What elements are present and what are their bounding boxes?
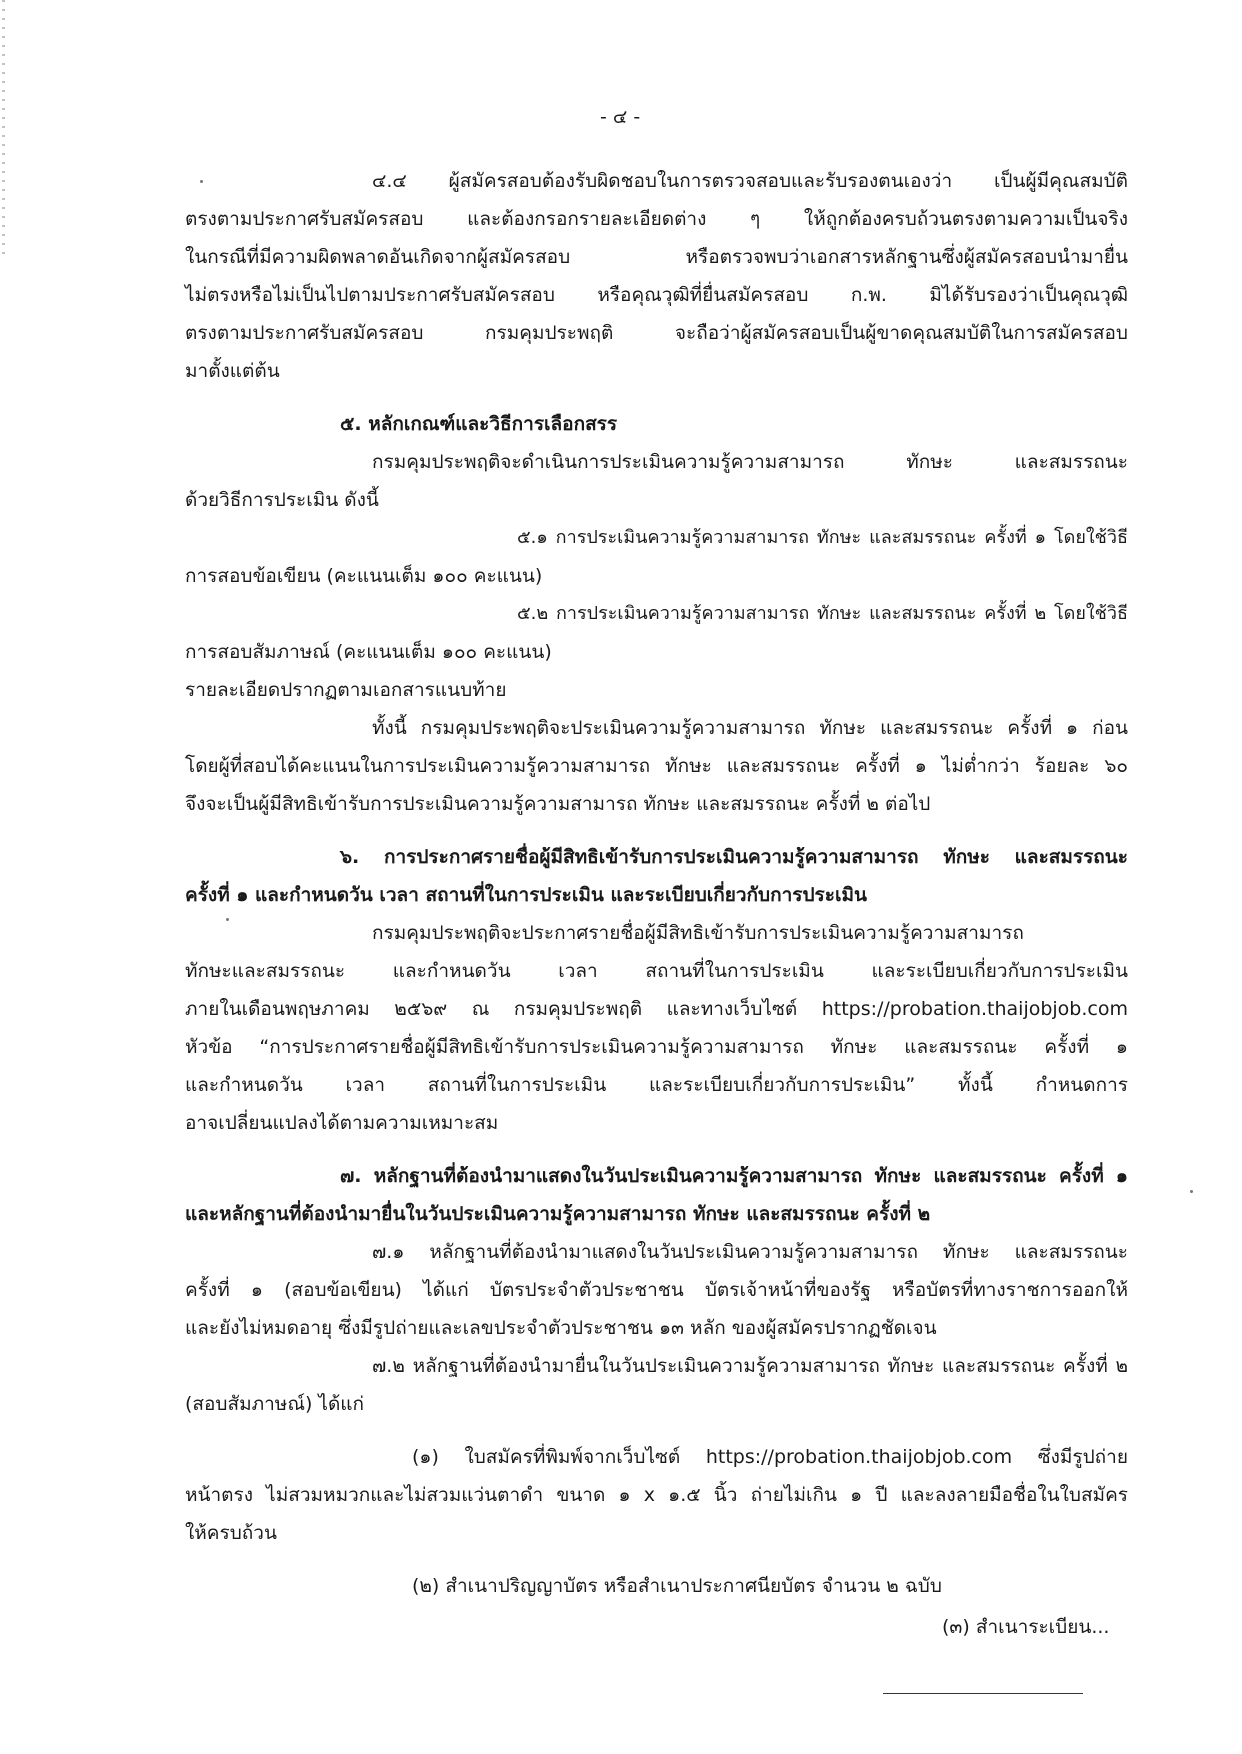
text-line: ๗.๑ หลักฐานที่ต้องนำมาแสดงในวันประเมินความรู้ความสามารถ ทักษะ และสมรรถนะ xyxy=(372,1241,1128,1263)
continuation-text: (๓) สำเนาระเบียน... xyxy=(942,1616,1110,1638)
section-heading: ครั้งที่ ๑ และกำหนดวัน เวลา สถานที่ในการประเมิน และระเบียบเกี่ยวกับการประเมิน xyxy=(185,884,867,906)
text-line: ตรงตามประกาศรับสมัครสอบ กรมคุมประพฤติ จะถือว่าผู้สมัครสอบเป็นผู้ขาดคุณสมบัติในการสมัครสอบ xyxy=(185,322,1128,344)
page-number: - ๔ - xyxy=(600,106,641,128)
text-line: กรมคุมประพฤติจะประกาศรายชื่อผู้มีสิทธิเข้ารับการประเมินความรู้ความสามารถ xyxy=(372,922,1024,944)
text-line: หน้าตรง ไม่สวมหมวกและไม่สวมแว่นตาดำ ขนาด ๑ x ๑.๕ นิ้ว ถ่ายไม่เกิน ๑ ปี และลงลายมือชื่อในใบสมัคร xyxy=(185,1484,1128,1506)
text-line: รายละเอียดปรากฏตามเอกสารแนบท้าย xyxy=(185,679,507,701)
text-line: จึงจะเป็นผู้มีสิทธิเข้ารับการประเมินความรู้ความสามารถ ทักษะ และสมรรถนะ ครั้งที่ ๒ ต่อไป xyxy=(185,793,931,815)
section-heading: ๗. หลักฐานที่ต้องนำมาแสดงในวันประเมินความรู้ความสามารถ ทักษะ และสมรรถนะ ครั้งที่ ๑ xyxy=(340,1165,1128,1187)
text-line: มาตั้งแต่ต้น xyxy=(185,360,280,382)
section-heading: ๖. การประกาศรายชื่อผู้มีสิทธิเข้ารับการประเมินความรู้ความสามารถ ทักษะ และสมรรถนะ xyxy=(340,846,1128,868)
text-line: ๕.๑ การประเมินความรู้ความสามารถ ทักษะ และสมรรถนะ ครั้งที่ ๑ โดยใช้วิธี xyxy=(517,527,1128,548)
text-line: ในกรณีที่มีความผิดพลาดอันเกิดจากผู้สมัครสอบ หรือตรวจพบว่าเอกสารหลักฐานซึ่งผู้สมัครสอบนำมายื่น xyxy=(185,246,1128,268)
text-line: กรมคุมประพฤติจะดำเนินการประเมินความรู้ความสามารถ ทักษะ และสมรรถนะ xyxy=(372,451,1128,473)
text-line: ๔.๔ ผู้สมัครสอบต้องรับผิดชอบในการตรวจสอบและรับรองตนเองว่า เป็นผู้มีคุณสมบัติ xyxy=(372,170,1128,192)
text-line: ๗.๒ หลักฐานที่ต้องนำมายื่นในวันประเมินความรู้ความสามารถ ทักษะ และสมรรถนะ ครั้งที่ ๒ xyxy=(372,1355,1128,1377)
text-line: (สอบสัมภาษณ์) ได้แก่ xyxy=(185,1393,365,1415)
text-line: ทักษะและสมรรถนะ และกำหนดวัน เวลา สถานที่ในการประเมิน และระเบียบเกี่ยวกับการประเมิน xyxy=(185,960,1128,982)
scan-speck xyxy=(1190,1190,1193,1193)
text-line: ภายในเดือนพฤษภาคม ๒๕๖๙ ณ กรมคุมประพฤติ และทางเว็บไซต์ https://probation.thaijobjob.com xyxy=(185,998,1128,1020)
text-line: ให้ครบถ้วน xyxy=(185,1522,277,1544)
text-line: (๑) ใบสมัครที่พิมพ์จากเว็บไซต์ https://probation.thaijobjob.com ซึ่งมีรูปถ่าย xyxy=(412,1446,1128,1468)
text-line: โดยผู้ที่สอบได้คะแนนในการประเมินความรู้ความสามารถ ทักษะ และสมรรถนะ ครั้งที่ ๑ ไม่ต่ำกว่า ร้อยละ ๖๐ xyxy=(185,755,1128,777)
section-heading: และหลักฐานที่ต้องนำมายื่นในวันประเมินความรู้ความสามารถ ทักษะ และสมรรถนะ ครั้งที่ ๒ xyxy=(185,1203,931,1225)
text-line: การสอบข้อเขียน (คะแนนเต็ม ๑๐๐ คะแนน) xyxy=(185,565,543,587)
text-line: ครั้งที่ ๑ (สอบข้อเขียน) ได้แก่ บัตรประจำตัวประชาชน บัตรเจ้าหน้าที่ของรัฐ หรือบัตรที่ทางราชการออกให้ xyxy=(185,1279,1128,1301)
section-heading: ๕. หลักเกณฑ์และวิธีการเลือกสรร xyxy=(340,413,618,435)
text-line: ๕.๒ การประเมินความรู้ความสามารถ ทักษะ และสมรรถนะ ครั้งที่ ๒ โดยใช้วิธี xyxy=(517,603,1128,624)
text-line: และกำหนดวัน เวลา สถานที่ในการประเมิน และระเบียบเกี่ยวกับการประเมิน” ทั้งนี้ กำหนดการ xyxy=(185,1074,1128,1096)
scan-speck xyxy=(226,918,229,921)
scan-edge-marks xyxy=(2,0,5,260)
text-line: ตรงตามประกาศรับสมัครสอบ และต้องกรอกรายละเอียดต่าง ๆ ให้ถูกต้องครบถ้วนตรงตามความเป็นจริง xyxy=(185,208,1128,230)
text-line: (๒) สำเนาปริญญาบัตร หรือสำเนาประกาศนียบัตร จำนวน ๒ ฉบับ xyxy=(412,1575,942,1597)
text-line: ทั้งนี้ กรมคุมประพฤติจะประเมินความรู้ความสามารถ ทักษะ และสมรรถนะ ครั้งที่ ๑ ก่อน xyxy=(372,717,1128,739)
text-line: การสอบสัมภาษณ์ (คะแนนเต็ม ๑๐๐ คะแนน) xyxy=(185,641,552,663)
scan-speck xyxy=(200,180,203,183)
text-line: ไม่ตรงหรือไม่เป็นไปตามประกาศรับสมัครสอบ หรือคุณวุฒิที่ยื่นสมัครสอบ ก.พ. มิได้รับรองว่าเป็นคุณวุฒิ xyxy=(185,284,1128,306)
text-line: ด้วยวิธีการประเมิน ดังนี้ xyxy=(185,489,379,511)
text-line: และยังไม่หมดอายุ ซึ่งมีรูปถ่ายและเลขประจำตัวประชาชน ๑๓ หลัก ของผู้สมัครปรากฏชัดเจน xyxy=(185,1317,937,1339)
text-line: อาจเปลี่ยนแปลงได้ตามความเหมาะสม xyxy=(185,1112,499,1134)
text-line: หัวข้อ “การประกาศรายชื่อผู้มีสิทธิเข้ารับการประเมินความรู้ความสามารถ ทักษะ และสมรรถนะ ครั้งที่ ๑ xyxy=(185,1036,1128,1058)
signature-line xyxy=(883,1693,1083,1694)
